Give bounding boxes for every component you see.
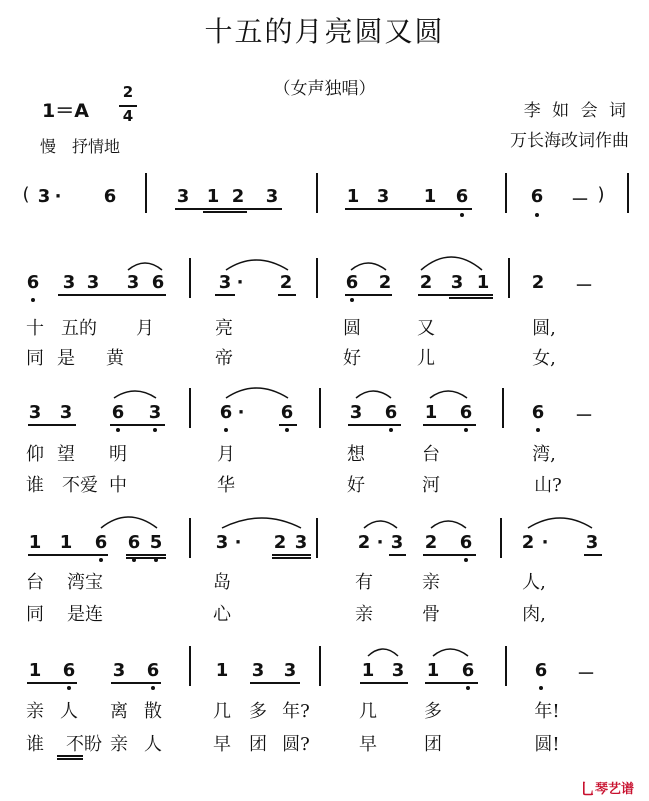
intro-note: 3: [176, 186, 190, 207]
slur-arc: [364, 521, 397, 528]
intro-note: 3: [37, 186, 51, 207]
note: 6: [151, 272, 165, 293]
slur-arc: [368, 649, 398, 656]
lyric-verse1: 人: [60, 701, 78, 722]
lyric-verse1: 多: [249, 701, 267, 722]
lyric-verse1: 五的: [61, 318, 97, 339]
lyric-verse2: 团: [249, 734, 267, 755]
slur-arc: [114, 391, 156, 398]
dash: －: [575, 276, 593, 297]
lyric-verse2: 圆!: [534, 734, 560, 755]
lyric-verse2: 亲: [110, 734, 128, 755]
note: 2: [521, 532, 535, 553]
lyric-verse1: 台: [422, 444, 440, 465]
note: 6: [459, 532, 473, 553]
note: 6: [459, 402, 473, 423]
lyric-verse2: 骨: [422, 604, 440, 625]
note: 2: [378, 272, 392, 293]
note: 3: [215, 532, 229, 553]
lyric-verse2: 亲: [355, 604, 373, 625]
note: 5: [149, 532, 163, 553]
intro-dash: －: [571, 190, 589, 211]
lyric-verse1: 散: [144, 701, 162, 722]
lyric-verse2: 女,: [532, 348, 556, 369]
intro-note: 1: [423, 186, 437, 207]
note: 6: [111, 402, 125, 423]
intro-open-paren: (: [22, 184, 30, 205]
slur-arc: [431, 521, 466, 528]
lyric-verse1: 亲: [422, 572, 440, 593]
note: 3: [349, 402, 363, 423]
dot-extension: ·: [541, 532, 549, 553]
note: 1: [28, 660, 42, 681]
tempo-marking: 慢 抒情地: [40, 137, 121, 156]
lyric-verse2: 圆?: [282, 734, 310, 755]
intro-note: 6: [103, 186, 117, 207]
note: 3: [86, 272, 100, 293]
lyric-verse1: 湾宝: [67, 572, 103, 593]
lyric-verse1: 仰: [26, 444, 44, 465]
lyric-verse2: 好: [347, 475, 365, 496]
lyric-verse1: 有: [355, 572, 373, 593]
lyric-verse1: 岛: [213, 572, 231, 593]
lyric-verse2: 帝: [215, 348, 233, 369]
lyric-verse2: 同: [26, 348, 44, 369]
slur-arc: [226, 260, 288, 270]
lyric-verse1: 亲: [26, 701, 44, 722]
lyric-verse2: 早: [213, 734, 231, 755]
slur-arc: [226, 388, 288, 398]
lyric-verse2: 心: [213, 604, 231, 625]
note: 1: [426, 660, 440, 681]
lyric-verse1: 台: [26, 572, 44, 593]
note: 3: [218, 272, 232, 293]
note: 3: [59, 402, 73, 423]
dot-extension: ·: [236, 272, 244, 293]
lyric-verse2: 是连: [67, 604, 103, 625]
note: 3: [28, 402, 42, 423]
note: 6: [146, 660, 160, 681]
note: 6: [384, 402, 398, 423]
lyric-verse1: 月: [136, 318, 154, 339]
intro-note: 1: [206, 186, 220, 207]
slur-arc: [430, 391, 467, 398]
lyric-verse1: 圆,: [532, 318, 556, 339]
lyric-verse1: 年?: [282, 701, 310, 722]
key-signature: 1＝A: [42, 100, 89, 122]
lyric-verse2: 不盼: [66, 734, 102, 755]
slur-arc: [351, 263, 386, 270]
watermark-text: 琴艺谱: [595, 782, 635, 797]
slur-arc: [356, 391, 391, 398]
note: 3: [391, 660, 405, 681]
lyric-verse2: 中: [109, 475, 127, 496]
composer-credit: 万长海改词作曲: [510, 131, 629, 151]
note: 3: [62, 272, 76, 293]
lyric-verse2: 早: [359, 734, 377, 755]
time-signature-denominator: 4: [122, 107, 134, 125]
lyric-verse2: 人: [144, 734, 162, 755]
intro-dot-extension: ·: [54, 186, 62, 207]
intro-note: 6: [530, 186, 544, 207]
note: 6: [461, 660, 475, 681]
note: 6: [531, 402, 545, 423]
dot-extension: ·: [237, 402, 245, 423]
note: 1: [215, 660, 229, 681]
lyric-verse1: 几: [213, 701, 231, 722]
note: 2: [419, 272, 433, 293]
subtitle: （女声独唱）: [273, 79, 376, 99]
slur-arc: [528, 518, 592, 528]
lyric-verse2: 山?: [534, 475, 562, 496]
note: 6: [26, 272, 40, 293]
lyricist-credit: 李 如 会 词: [523, 101, 629, 121]
note: 3: [390, 532, 404, 553]
lyric-verse1: 月: [217, 444, 235, 465]
lyric-verse1: 离: [110, 701, 128, 722]
watermark-logo-icon: 乚: [580, 780, 596, 798]
note: 3: [585, 532, 599, 553]
lyric-verse2: 谁: [26, 734, 44, 755]
dash: －: [577, 664, 595, 685]
note: 3: [251, 660, 265, 681]
lyric-verse1: 多: [424, 701, 442, 722]
note: 6: [345, 272, 359, 293]
intro-note: 6: [455, 186, 469, 207]
dash: －: [575, 406, 593, 427]
note: 3: [294, 532, 308, 553]
note: 6: [280, 402, 294, 423]
note: 2: [279, 272, 293, 293]
note: 6: [62, 660, 76, 681]
lyric-verse2: 华: [217, 475, 235, 496]
lyric-verse1: 十: [26, 318, 44, 339]
slur-arc: [433, 649, 468, 656]
intro-note: 3: [376, 186, 390, 207]
note: 6: [534, 660, 548, 681]
lyric-verse1: 人,: [522, 572, 546, 593]
lyric-verse1: 想: [347, 444, 365, 465]
slur-arc: [222, 518, 301, 528]
note: 2: [273, 532, 287, 553]
dot-extension: ·: [234, 532, 242, 553]
note: 6: [94, 532, 108, 553]
lyric-verse2: 河: [422, 475, 440, 496]
note: 1: [424, 402, 438, 423]
note: 1: [28, 532, 42, 553]
lyric-verse2: 团: [424, 734, 442, 755]
note: 2: [357, 532, 371, 553]
lyric-verse2: 肉,: [522, 604, 546, 625]
lyric-verse1: 望: [57, 444, 75, 465]
lyric-verse1: 年!: [534, 701, 560, 722]
lyric-verse2: 好: [343, 348, 361, 369]
note: 6: [219, 402, 233, 423]
song-title: 十五的月亮圆又圆: [204, 15, 445, 48]
note: 3: [148, 402, 162, 423]
lyric-verse2: 同: [26, 604, 44, 625]
lyric-verse1: 几: [359, 701, 377, 722]
note: 3: [283, 660, 297, 681]
note: 2: [531, 272, 545, 293]
note: 3: [450, 272, 464, 293]
lyric-verse2: 不爱: [62, 475, 98, 496]
slur-arc: [128, 263, 162, 270]
lyric-verse2: 黄: [106, 348, 124, 369]
lyric-verse1: 又: [417, 318, 435, 339]
note: 1: [361, 660, 375, 681]
note: 6: [127, 532, 141, 553]
note: 3: [126, 272, 140, 293]
lyric-verse2: 谁: [26, 475, 44, 496]
note: 3: [112, 660, 126, 681]
note: 1: [476, 272, 490, 293]
dot-extension: ·: [376, 532, 384, 553]
time-signature-numerator: 2: [122, 83, 134, 101]
note: 2: [424, 532, 438, 553]
lyric-verse1: 亮: [215, 318, 233, 339]
intro-close-paren: ): [597, 184, 605, 205]
lyric-verse1: 圆: [343, 318, 361, 339]
note: 1: [59, 532, 73, 553]
lyric-verse2: 是: [57, 348, 75, 369]
slur-arc: [101, 517, 157, 528]
intro-note: 3: [265, 186, 279, 207]
intro-note: 1: [346, 186, 360, 207]
lyric-verse1: 明: [109, 444, 127, 465]
intro-note: 2: [231, 186, 245, 207]
lyric-verse1: 湾,: [532, 444, 556, 465]
slur-arc: [421, 257, 482, 270]
lyric-verse2: 儿: [417, 348, 435, 369]
